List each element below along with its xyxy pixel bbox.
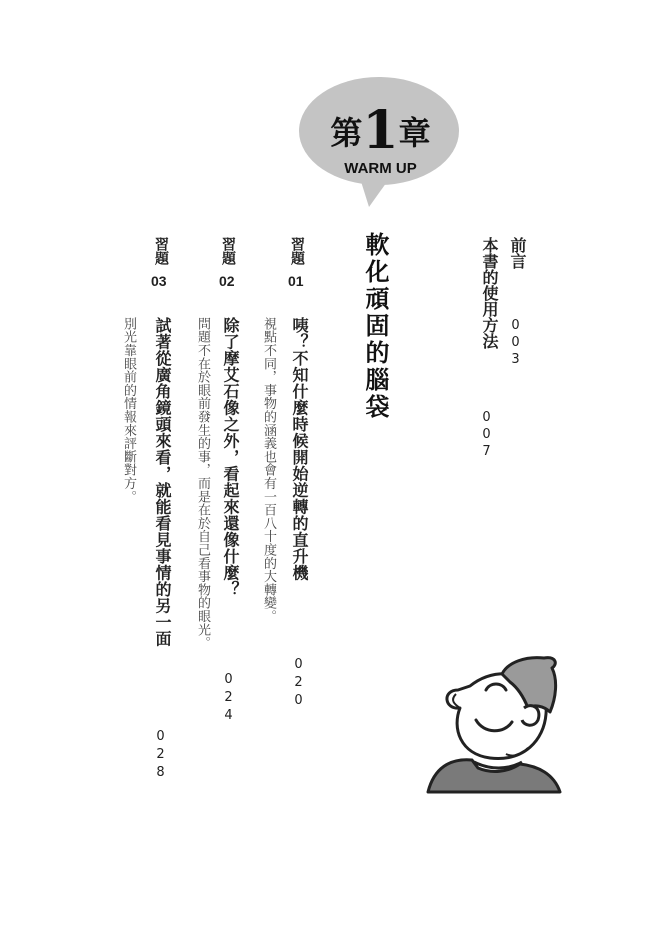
exercise-02-label: 習題 — [220, 237, 236, 265]
howto-page: 007 — [479, 410, 494, 461]
exercise-02-description: 問題不在於眼前發生的事，而是在於自己看事物的眼光。 — [195, 317, 210, 650]
cartoon-man-icon — [420, 650, 580, 800]
howto-title: 本書的使用方法 — [480, 237, 499, 349]
exercise-03-label: 習題 — [153, 237, 169, 265]
chapter-number: 1 — [362, 100, 399, 161]
exercise-03-number: 03 — [151, 273, 167, 289]
chapter-title: 軟化頑固的腦袋 — [361, 232, 389, 421]
chapter-subtitle: WARM UP — [344, 160, 417, 177]
preface-page: 003 — [508, 318, 523, 369]
exercise-01-number: 01 — [288, 273, 304, 289]
exercise-03-page: 028 — [153, 729, 168, 783]
exercise-01-page: 020 — [291, 657, 306, 711]
exercise-02-page: 024 — [221, 672, 236, 726]
exercise-01-description: 視點不同，事物的涵義也會有一百八十度的大轉變。 — [261, 317, 276, 623]
exercise-01-title: 咦？不知什麼時候開始逆轉的直升機 — [290, 317, 309, 581]
chapter-heading-suffix: 章 — [398, 114, 431, 152]
exercise-01-label: 習題 — [289, 237, 305, 265]
exercise-02-number: 02 — [219, 273, 235, 289]
preface-title: 前言 — [508, 237, 527, 269]
chapter-heading-prefix: 第 — [330, 114, 363, 152]
exercise-02-title: 除了摩艾石像之外，看起來還像什麼？ — [221, 317, 240, 598]
exercise-03-title: 試著從廣角鏡頭來看，就能看見事情的另一面 — [153, 317, 172, 647]
exercise-03-description: 別光靠眼前的情報來評斷對方。 — [121, 317, 136, 504]
chapter-heading — [318, 100, 443, 161]
